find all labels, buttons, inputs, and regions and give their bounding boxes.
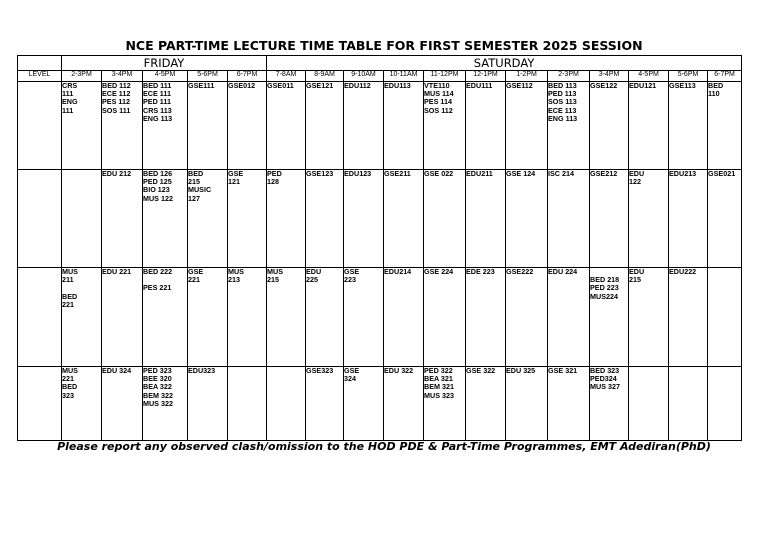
course-cell: EDU323: [188, 367, 228, 441]
time-header: 7-8AM: [267, 71, 306, 82]
day-friday: FRIDAY: [62, 56, 267, 71]
course-cell: EDU214: [384, 268, 424, 367]
time-header: 3-4PM: [102, 71, 143, 82]
course-cell: MUS 215: [267, 268, 306, 367]
time-header: 6-7PM: [708, 71, 742, 82]
course-cell: GSE111: [188, 82, 228, 170]
page-title: NCE PART-TIME LECTURE TIME TABLE FOR FIRST SEMESTER 2025 SESSION: [125, 38, 643, 53]
course-cell: [228, 367, 267, 441]
course-cell: EDU121: [629, 82, 669, 170]
day-header-blank: [18, 56, 62, 71]
course-cell: EDU213: [669, 170, 708, 268]
course-cell: GSE 022: [424, 170, 466, 268]
course-cell: [267, 367, 306, 441]
time-header: 9-10AM: [344, 71, 384, 82]
course-cell: GSE222: [506, 268, 548, 367]
course-cell: MUS 211 BED 221: [62, 268, 102, 367]
course-cell: GSE113: [669, 82, 708, 170]
table-row: [18, 268, 742, 367]
timetable: [17, 55, 742, 441]
course-cell: EDU222: [669, 268, 708, 367]
course-cell: EDU 224: [548, 268, 590, 367]
course-cell: GSE011: [267, 82, 306, 170]
course-cell: GSE021: [708, 170, 742, 268]
course-cell: [669, 367, 708, 441]
course-cell: EDU 122: [629, 170, 669, 268]
table-row: [18, 170, 742, 268]
course-cell: EDU113: [384, 82, 424, 170]
course-cell: ISC 214: [548, 170, 590, 268]
time-header: 6-7PM: [228, 71, 267, 82]
course-cell: GSE112: [506, 82, 548, 170]
course-cell: GSE212: [590, 170, 629, 268]
level-cell: [18, 170, 62, 268]
course-cell: GSE 221: [188, 268, 228, 367]
course-cell: [708, 367, 742, 441]
day-header-row: [18, 56, 742, 71]
day-saturday: SATURDAY: [267, 56, 742, 71]
level-header: LEVEL: [18, 71, 62, 82]
course-cell: EDU 324: [102, 367, 143, 441]
course-cell: [629, 367, 669, 441]
course-cell: PED 322 BEA 321 BEM 321 MUS 323: [424, 367, 466, 441]
course-cell: GSE 324: [344, 367, 384, 441]
course-cell: EDU111: [466, 82, 506, 170]
course-cell: BED 110: [708, 82, 742, 170]
time-header-row: [18, 71, 742, 82]
course-cell: EDU123: [344, 170, 384, 268]
time-header: 1-2PM: [506, 71, 548, 82]
course-cell: GSE 321: [548, 367, 590, 441]
course-cell: MUS 221 BED 323: [62, 367, 102, 441]
course-cell: PED 323 BEE 320 BEA 322 BEM 322 MUS 322: [143, 367, 188, 441]
course-cell: GSE211: [384, 170, 424, 268]
timetable-body: [18, 82, 742, 441]
course-cell: EDU 322: [384, 367, 424, 441]
course-cell: [708, 268, 742, 367]
course-cell: GSE 223: [344, 268, 384, 367]
course-cell: EDE 223: [466, 268, 506, 367]
course-cell: BED 111 ECE 111 PED 111 CRS 113 ENG 113: [143, 82, 188, 170]
course-cell: GSE 121: [228, 170, 267, 268]
course-cell: BED 112 ECE 112 PES 112 SOS 111: [102, 82, 143, 170]
course-cell: BED 126 PED 125 BIO 123 MUS 122: [143, 170, 188, 268]
course-cell: GSE123: [306, 170, 344, 268]
time-header: 8-9AM: [306, 71, 344, 82]
time-header: 5-6PM: [669, 71, 708, 82]
course-cell: EDU211: [466, 170, 506, 268]
course-cell: BED 215 MUSIC 127: [188, 170, 228, 268]
level-cell: [18, 82, 62, 170]
table-row: [18, 82, 742, 170]
course-cell: GSE012: [228, 82, 267, 170]
time-header: 2-3PM: [548, 71, 590, 82]
course-cell: GSE122: [590, 82, 629, 170]
time-header: 4-5PM: [629, 71, 669, 82]
course-cell: GSE323: [306, 367, 344, 441]
course-cell: GSE121: [306, 82, 344, 170]
footer-note: Please report any observed clash/omission to the HOD PDE & Part-Time Programmes, EMT Adediran(PhD): [57, 440, 711, 453]
course-cell: EDU 325: [506, 367, 548, 441]
time-header: 4-5PM: [143, 71, 188, 82]
course-cell: GSE 224: [424, 268, 466, 367]
course-cell: EDU112: [344, 82, 384, 170]
course-cell: BED 218 PED 223 MUS224: [590, 268, 629, 367]
time-header: 10-11AM: [384, 71, 424, 82]
level-cell: [18, 367, 62, 441]
course-cell: EDU 221: [102, 268, 143, 367]
time-header: 2-3PM: [62, 71, 102, 82]
course-cell: GSE 124: [506, 170, 548, 268]
course-cell: CRS 111 ENG 111: [62, 82, 102, 170]
course-cell: BED 222 PES 221: [143, 268, 188, 367]
course-cell: BED 323 PED324 MUS 327: [590, 367, 629, 441]
time-header: 3-4PM: [590, 71, 629, 82]
time-header: 11-12PM: [424, 71, 466, 82]
course-cell: GSE 322: [466, 367, 506, 441]
course-cell: EDU 212: [102, 170, 143, 268]
table-row: [18, 367, 742, 441]
time-header: 12-1PM: [466, 71, 506, 82]
course-cell: BED 113 PED 113 SOS 113 ECE 113 ENG 113: [548, 82, 590, 170]
course-cell: EDU 225: [306, 268, 344, 367]
course-cell: MUS 213: [228, 268, 267, 367]
course-cell: [62, 170, 102, 268]
course-cell: PED 128: [267, 170, 306, 268]
time-header: 5-6PM: [188, 71, 228, 82]
level-cell: [18, 268, 62, 367]
course-cell: EDU 215: [629, 268, 669, 367]
course-cell: VTE110 MUS 114 PES 114 SOS 112: [424, 82, 466, 170]
